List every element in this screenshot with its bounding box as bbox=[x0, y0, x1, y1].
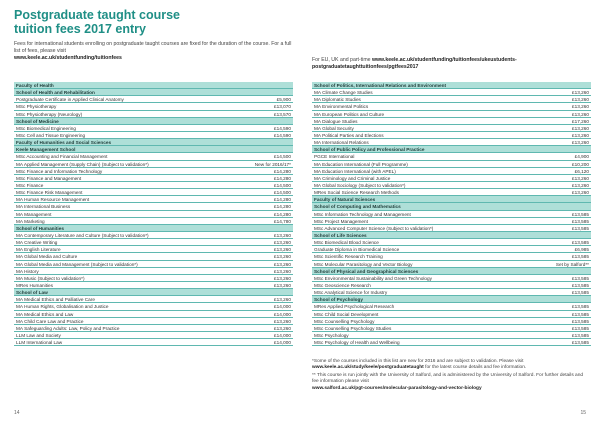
course-name: LLM Law and Society bbox=[16, 332, 61, 338]
intro-left bbox=[14, 41, 292, 62]
fee-row bbox=[312, 211, 591, 218]
course-fee: £14,590 bbox=[274, 125, 291, 131]
course-fee: £14,280 bbox=[274, 211, 291, 217]
fee-row bbox=[312, 182, 591, 189]
footnote-2-text: ** This course is run jointly with the University of Salford, and is administered by the University of Salford. For further details and fee information please visit bbox=[312, 372, 584, 385]
course-fee: £4,900 bbox=[574, 154, 589, 160]
fee-row bbox=[14, 103, 293, 110]
page-title bbox=[14, 8, 180, 36]
section-header-label: Faculty of Natural Sciences bbox=[314, 197, 376, 203]
course-name: MA International Relations bbox=[314, 140, 369, 146]
fee-row bbox=[14, 168, 293, 175]
fee-row bbox=[14, 339, 293, 346]
section-header-row bbox=[14, 225, 293, 232]
fee-row bbox=[14, 246, 293, 253]
course-fee: £13,260 bbox=[274, 268, 291, 274]
intro-right bbox=[312, 57, 588, 71]
fee-row bbox=[312, 275, 591, 282]
fee-row bbox=[14, 268, 293, 275]
course-fee: £10,200 bbox=[572, 161, 589, 167]
intro-right-text: For EU, UK and part-time bbox=[312, 57, 371, 63]
course-fee: £13,260 bbox=[572, 132, 589, 138]
fee-row bbox=[14, 111, 293, 118]
course-name: MA Dialogue Studies bbox=[314, 118, 358, 124]
fee-row bbox=[312, 161, 591, 168]
section-header-label: School of Computing and Mathematics bbox=[314, 204, 401, 210]
section-header-label: Faculty of Health bbox=[16, 83, 54, 88]
section-header-row bbox=[312, 296, 591, 303]
course-fee: £13,260 bbox=[274, 254, 291, 260]
course-fee: £13,070 bbox=[274, 104, 291, 110]
section-header-row bbox=[312, 232, 591, 239]
fee-row bbox=[14, 282, 293, 289]
section-header-row bbox=[14, 82, 293, 89]
course-fee: £13,570 bbox=[274, 111, 291, 117]
course-name: MA Global Sociology (Subject to validation*) bbox=[314, 182, 406, 188]
course-fee: £13,260 bbox=[274, 232, 291, 238]
fee-row bbox=[312, 153, 591, 160]
course-name: MA Education International (with APEL) bbox=[314, 168, 396, 174]
course-name: MA Medical Ethics and Law bbox=[16, 311, 74, 317]
course-fee: £13,260 bbox=[572, 182, 589, 188]
fee-row bbox=[14, 196, 293, 203]
course-name: MSc Physiotherapy (Neurology) bbox=[16, 111, 83, 117]
fee-row bbox=[312, 139, 591, 146]
course-name: MSc Counselling Psychology bbox=[314, 318, 375, 324]
section-header-label: School of Politics, International Relations and Environment bbox=[314, 83, 447, 88]
course-fee: £13,585 bbox=[572, 340, 589, 346]
fee-row bbox=[312, 89, 591, 96]
course-name: MSc Biomedical Engineering bbox=[16, 125, 76, 131]
fee-row bbox=[14, 296, 293, 303]
title-line-2: tuition fees 2017 entry bbox=[14, 22, 146, 36]
fee-row bbox=[312, 261, 591, 268]
course-fee: £13,260 bbox=[274, 247, 291, 253]
fee-row bbox=[312, 253, 591, 260]
course-fee: £14,000 bbox=[274, 340, 291, 346]
fee-row bbox=[312, 118, 591, 125]
section-header-row bbox=[312, 82, 591, 89]
fee-row bbox=[14, 175, 293, 182]
fee-row bbox=[14, 218, 293, 225]
course-fee: £14,780 bbox=[274, 218, 291, 224]
fee-row bbox=[312, 282, 591, 289]
fee-row bbox=[14, 325, 293, 332]
course-fee: £14,000 bbox=[274, 304, 291, 310]
course-fee: £14,000 bbox=[274, 332, 291, 338]
section-header-label: School of Health and Rehabilitation bbox=[16, 90, 95, 96]
fee-row bbox=[312, 103, 591, 110]
intro-left-text: Fees for international students enrolling on postgraduate taught courses are fixed for the duration of the course. For a full list of fees, please visit bbox=[14, 41, 292, 54]
course-fee: £14,280 bbox=[274, 168, 291, 174]
fee-row bbox=[312, 246, 591, 253]
section-header-row bbox=[14, 139, 293, 146]
fee-row bbox=[312, 132, 591, 139]
course-fee: £13,260 bbox=[274, 318, 291, 324]
fee-row bbox=[312, 125, 591, 132]
course-fee: £13,260 bbox=[274, 297, 291, 303]
fee-row bbox=[14, 303, 293, 310]
course-name: MA Music (Subject to validation*) bbox=[16, 275, 85, 281]
fee-row bbox=[312, 325, 591, 332]
course-name: MSc Advanced Computer Science (Subject to validation*) bbox=[314, 225, 434, 231]
course-fee: £13,260 bbox=[572, 90, 589, 96]
section-header-label: School of Public Policy and Professional Practice bbox=[314, 147, 425, 153]
fee-row bbox=[14, 253, 293, 260]
course-name: MA European Politics and Culture bbox=[314, 111, 385, 117]
course-name: MSc Cell and Tissue Engineering bbox=[16, 132, 86, 138]
fee-row bbox=[14, 132, 293, 139]
course-fee: £13,585 bbox=[572, 240, 589, 246]
page-number-right: 15 bbox=[580, 410, 586, 416]
course-fee: £6,985 bbox=[574, 247, 589, 253]
course-name: MSc Analytical Science for Industry bbox=[314, 290, 388, 296]
section-header-label: School of Law bbox=[16, 290, 48, 296]
fee-row bbox=[312, 175, 591, 182]
fee-row bbox=[312, 218, 591, 225]
course-fee: £5,900 bbox=[276, 97, 291, 103]
fee-row bbox=[14, 125, 293, 132]
section-header-label: School of Physical and Geographical Sciences bbox=[314, 268, 419, 274]
course-fee: £13,260 bbox=[274, 240, 291, 246]
course-fee: £13,260 bbox=[572, 104, 589, 110]
section-header-label: School of Life Sciences bbox=[314, 232, 367, 238]
section-header-label: School of Medicine bbox=[16, 118, 59, 124]
fee-row bbox=[312, 339, 591, 346]
course-name: MSc Finance and Information Technology bbox=[16, 168, 103, 174]
fee-row bbox=[312, 111, 591, 118]
course-name: MSc Psychology of Health and Wellbeing bbox=[314, 340, 400, 346]
page-number-left: 14 bbox=[14, 410, 20, 416]
course-name: MA Management bbox=[16, 211, 52, 217]
course-name: MA Criminology and Criminal Justice bbox=[314, 175, 391, 181]
course-name: MA International Business bbox=[16, 204, 71, 210]
course-name: MSc Physiotherapy bbox=[16, 104, 57, 110]
course-name: MSc Finance Risk Management bbox=[16, 190, 83, 196]
course-name: MA Global Media and Management (Subject to validation*) bbox=[16, 261, 138, 267]
fee-row bbox=[14, 232, 293, 239]
fee-row bbox=[14, 182, 293, 189]
fee-row bbox=[14, 275, 293, 282]
section-header-row bbox=[14, 146, 293, 153]
fee-row bbox=[14, 332, 293, 339]
footnote-1-link[interactable]: www.keele.ac.uk/study/keele/postgraduatetaught bbox=[312, 365, 424, 371]
course-fee: £14,500 bbox=[274, 190, 291, 196]
course-name: MSc Biomedical Blood Science bbox=[314, 240, 379, 246]
section-header-row bbox=[312, 203, 591, 210]
course-name: MRes Humanities bbox=[16, 282, 53, 288]
fee-row bbox=[312, 332, 591, 339]
section-header-row bbox=[312, 268, 591, 275]
course-name: MA Applied Management (Supply Chain) (Subject to validation*) bbox=[16, 161, 149, 167]
course-name: MSc Finance and Management bbox=[16, 175, 82, 181]
course-name: MSc Psychology bbox=[314, 332, 349, 338]
course-fee: £13,585 bbox=[572, 225, 589, 231]
course-fee: New for 2016/17* bbox=[254, 161, 291, 167]
course-fee: £17,260 bbox=[572, 118, 589, 124]
course-fee: £13,260 bbox=[572, 140, 589, 146]
course-fee: £13,260 bbox=[274, 325, 291, 331]
fee-row bbox=[14, 318, 293, 325]
course-name: MRes Social Science Research Methods bbox=[314, 190, 399, 196]
footnote-1 bbox=[312, 359, 588, 372]
course-name: MSc Finance bbox=[16, 182, 44, 188]
course-name: LLM International Law bbox=[16, 340, 63, 346]
fee-row bbox=[14, 203, 293, 210]
course-name: MA Climate Change Studies bbox=[314, 90, 373, 96]
course-fee: £6,120 bbox=[574, 168, 589, 174]
course-name: MA Human Rights, Globalisation and Justice bbox=[16, 304, 109, 310]
course-name: MA Creative Writing bbox=[16, 240, 58, 246]
course-name: MA Education International (Full Programme) bbox=[314, 161, 408, 167]
intro-left-link[interactable]: www.keele.ac.uk/studentfunding/tuitionfees bbox=[14, 55, 122, 61]
course-name: MSc Accounting and Financial Management bbox=[16, 154, 108, 160]
fee-row bbox=[312, 303, 591, 310]
course-name: MSc Scientific Research Training bbox=[314, 254, 383, 260]
course-fee: £13,585 bbox=[572, 211, 589, 217]
fee-row bbox=[14, 153, 293, 160]
course-name: MA Diplomatic Studies bbox=[314, 97, 361, 103]
course-name: MSc Counselling Psychology Studies bbox=[314, 325, 392, 331]
fee-row bbox=[14, 161, 293, 168]
title-line-1: Postgraduate taught course bbox=[14, 8, 180, 22]
fee-row bbox=[14, 211, 293, 218]
course-fee: £13,585 bbox=[572, 282, 589, 288]
fee-row bbox=[312, 225, 591, 232]
course-fee: £14,280 bbox=[274, 197, 291, 203]
course-fee: £13,260 bbox=[572, 125, 589, 131]
course-name: MA Human Resource Management bbox=[16, 197, 90, 203]
course-name: MSc Information Technology and Management bbox=[314, 211, 411, 217]
course-name: PGCE International bbox=[314, 154, 355, 160]
fee-row bbox=[312, 168, 591, 175]
course-fee: £14,500 bbox=[274, 154, 291, 160]
right-fee-table bbox=[312, 82, 591, 346]
course-name: MA English Literature bbox=[16, 247, 61, 253]
footnotes bbox=[312, 359, 588, 392]
course-name: MA Global Media and Culture bbox=[16, 254, 78, 260]
course-name: MSc Geoscience Research bbox=[314, 282, 371, 288]
course-fee: £14,280 bbox=[274, 175, 291, 181]
footnote-2-link[interactable]: www.salford.ac.uk/pgt-courses/molecular-parasitology-and-vector-biology bbox=[312, 385, 482, 391]
course-fee: £13,260 bbox=[274, 282, 291, 288]
course-fee: £14,590 bbox=[274, 132, 291, 138]
section-header-row bbox=[312, 146, 591, 153]
course-name: MA Environmental Politics bbox=[314, 104, 369, 110]
fee-row bbox=[312, 318, 591, 325]
course-fee: Set by Salford** bbox=[555, 261, 589, 267]
course-fee: £13,260 bbox=[572, 190, 589, 196]
section-header-label: Faculty of Humanities and Social Sciences bbox=[16, 140, 112, 146]
course-name: MA Political Parties and Elections bbox=[314, 132, 384, 138]
fee-row bbox=[312, 239, 591, 246]
section-header-label: Keele Management School bbox=[16, 147, 76, 153]
footnote-2 bbox=[312, 373, 588, 392]
course-name: MA Safeguarding Adults: Law, Policy and Practice bbox=[16, 325, 120, 331]
course-fee: £13,260 bbox=[572, 175, 589, 181]
course-fee: £13,585 bbox=[572, 311, 589, 317]
course-fee: £13,585 bbox=[572, 304, 589, 310]
course-name: Graduate Diploma in Biomedical Science bbox=[314, 247, 400, 253]
course-fee: £13,260 bbox=[274, 275, 291, 281]
section-header-row bbox=[14, 118, 293, 125]
course-fee: £14,280 bbox=[274, 204, 291, 210]
section-header-label: School of Psychology bbox=[314, 297, 363, 303]
footnote-1-tail: for the latest course details and fee information. bbox=[425, 365, 527, 371]
course-name: MA History bbox=[16, 268, 39, 274]
course-name: MSc Child Social Development bbox=[314, 311, 379, 317]
course-fee: £13,260 bbox=[274, 261, 291, 267]
course-name: MSc Environmental Sustainability and Green Technology bbox=[314, 275, 432, 281]
course-fee: £13,585 bbox=[572, 318, 589, 324]
course-fee: £13,585 bbox=[572, 275, 589, 281]
course-name: MSc Molecular Parasitology and Vector Biology bbox=[314, 261, 413, 267]
course-fee: £13,585 bbox=[572, 254, 589, 260]
section-header-row bbox=[14, 89, 293, 96]
intro-right-link[interactable]: www.keele.ac.uk/studentfunding/tuitionfees/ukeustudents-postgraduatetaughttuitionfees/pgtfees2017 bbox=[312, 57, 517, 70]
fee-row bbox=[312, 96, 591, 103]
left-fee-table bbox=[14, 82, 293, 346]
course-fee: £13,260 bbox=[572, 97, 589, 103]
course-fee: £14,500 bbox=[274, 182, 291, 188]
fee-row bbox=[312, 289, 591, 296]
section-header-label: School of Humanities bbox=[16, 225, 64, 231]
course-name: MA Contemporary Literature and Culture (Subject to validation*) bbox=[16, 232, 149, 238]
course-name: MA Child Care Law and Practice bbox=[16, 318, 84, 324]
course-fee: £13,260 bbox=[572, 111, 589, 117]
section-header-row bbox=[312, 196, 591, 203]
course-fee: £14,000 bbox=[274, 311, 291, 317]
course-fee: £13,585 bbox=[572, 218, 589, 224]
fee-row bbox=[312, 189, 591, 196]
fee-row bbox=[14, 261, 293, 268]
fee-row bbox=[14, 239, 293, 246]
course-fee: £13,585 bbox=[572, 290, 589, 296]
course-fee: £13,585 bbox=[572, 325, 589, 331]
section-header-row bbox=[14, 289, 293, 296]
course-name: MRes Applied Psychological Research bbox=[314, 304, 395, 310]
fee-row bbox=[14, 96, 293, 103]
course-name: Postgraduate Certificate in Applied Clinical Anatomy bbox=[16, 97, 124, 103]
course-name: MA Medical Ethics and Palliative Care bbox=[16, 297, 95, 303]
course-name: MA Global Security bbox=[314, 125, 354, 131]
fee-row bbox=[14, 189, 293, 196]
course-name: MA Marketing bbox=[16, 218, 45, 224]
footnote-1-text: *Some of the courses included in this list are new for 2016 and are subject to validation. Please visit bbox=[312, 359, 524, 364]
fee-row bbox=[14, 311, 293, 318]
course-name: MSc Project Management bbox=[314, 218, 368, 224]
course-fee: £13,585 bbox=[572, 332, 589, 338]
fee-row bbox=[312, 311, 591, 318]
